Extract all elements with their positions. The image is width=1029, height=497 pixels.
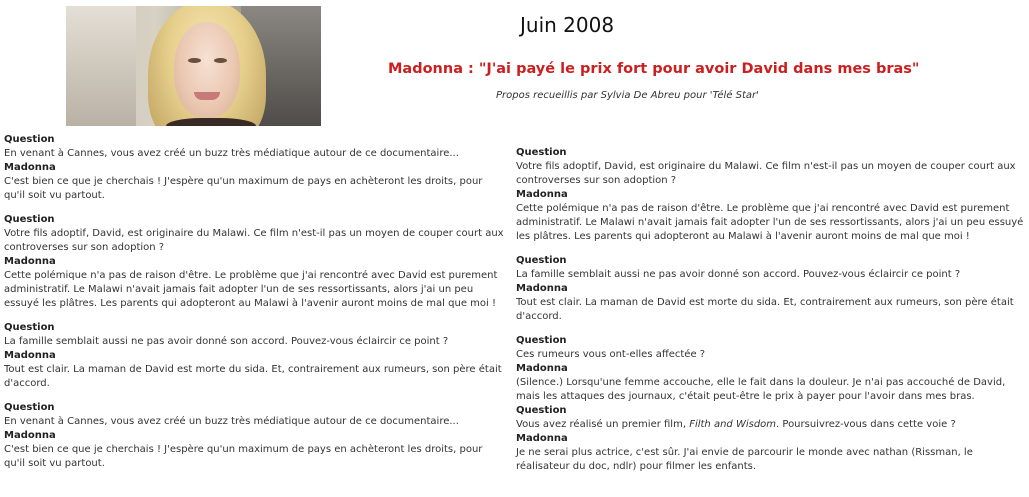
qa-block — [516, 362, 1024, 404]
qa-block — [516, 146, 1024, 188]
madonna-photo — [66, 6, 321, 126]
interview-left-column — [4, 133, 504, 471]
qa-block — [516, 404, 1024, 432]
speaker-label: Question — [516, 147, 567, 158]
qa-block — [516, 334, 1024, 362]
qa-block — [516, 432, 1024, 474]
speaker-label: Madonna — [4, 430, 56, 441]
qa-block — [4, 429, 504, 471]
answer-text: Cette polémique n'a pas de raison d'être. Le problème que j'ai rencontré avec David est purement administratif. Le Malawi n'avait jamais fait adopter l'un de ses ressortissants, alors j'ai un peu essuyé les plâtres. Les parents qui adopteront au Malawi à l'avenir auront moins de mal que moi ! — [4, 270, 498, 309]
speaker-label: Question — [4, 402, 55, 413]
qa-block — [4, 349, 504, 391]
film-title: Filth and Wisdom — [689, 419, 777, 430]
question-text: En venant à Cannes, vous avez créé un buzz très médiatique autour de ce documentaire... — [4, 148, 459, 159]
question-text — [516, 418, 1024, 432]
speaker-label: Madonna — [4, 256, 56, 267]
qa-block — [516, 282, 1024, 324]
question-text: Votre fils adoptif, David, est originaire du Malawi. Ce film n'est-il pas un moyen de couper court aux controverses sur son adoption ? — [516, 161, 1016, 186]
question-text: Votre fils adoptif, David, est originaire du Malawi. Ce film n'est-il pas un moyen de couper court aux controverses sur son adoption ? — [4, 228, 504, 253]
qa-block — [4, 213, 504, 255]
answer-text: C'est bien ce que je cherchais ! J'espère qu'un maximum de pays en achèteront les droits, pour qu'il soit vu partout. — [4, 176, 483, 201]
article-headline: Madonna : "J'ai payé le prix fort pour avoir David dans mes bras" — [388, 61, 920, 77]
article-byline: Propos recueillis par Sylvia De Abreu pour 'Télé Star' — [496, 90, 759, 101]
qa-block — [4, 401, 504, 429]
speaker-label: Madonna — [4, 350, 56, 361]
speaker-label: Madonna — [516, 363, 568, 374]
speaker-label: Question — [4, 322, 55, 333]
speaker-label: Question — [4, 134, 55, 145]
article-date: Juin 2008 — [520, 13, 615, 37]
answer-text: (Silence.) Lorsqu'une femme accouche, elle le fait dans la douleur. Je n'ai pas accouché de David, mais les attaques des journaux, c'était peut-être le prix à payer pour l'avoir dans mes bras. — [516, 377, 1006, 402]
qa-block — [4, 133, 504, 161]
qa-block — [516, 254, 1024, 282]
answer-text: Je ne serai plus actrice, c'est sûr. J'ai envie de parcourir le monde avec nathan (Rissman, le réalisateur du doc, ndlr) pour filmer les enfants. — [516, 447, 973, 472]
qa-block — [4, 161, 504, 203]
qa-block — [4, 321, 504, 349]
answer-text: Cette polémique n'a pas de raison d'être. Le problème que j'ai rencontré avec David est purement administratif. Le Malawi n'avait jamais fait adopter l'un de ses ressortissants, alors j'ai un peu essuyé les plâtres. Les parents qui adopteront au Malawi à l'avenir auront moins de mal que moi ! — [516, 203, 1024, 242]
question-text-end: . Poursuivrez-vous dans cette voie ? — [776, 419, 956, 430]
qa-block — [4, 255, 504, 311]
speaker-label: Madonna — [4, 162, 56, 173]
speaker-label: Madonna — [516, 433, 568, 444]
speaker-label: Question — [516, 405, 567, 416]
qa-block — [516, 188, 1024, 244]
speaker-label: Madonna — [516, 189, 568, 200]
answer-text: Tout est clair. La maman de David est morte du sida. Et, contrairement aux rumeurs, son père était d'accord. — [516, 297, 1014, 322]
speaker-label: Question — [516, 335, 567, 346]
speaker-label: Madonna — [516, 283, 568, 294]
interview-right-column — [516, 146, 1024, 474]
answer-text: C'est bien ce que je cherchais ! J'espère qu'un maximum de pays en achèteront les droits, pour qu'il soit vu partout. — [4, 444, 483, 469]
question-text: La famille semblait aussi ne pas avoir donné son accord. Pouvez-vous éclaircir ce point ? — [4, 336, 449, 347]
speaker-label: Question — [4, 214, 55, 225]
question-text: Ces rumeurs vous ont-elles affectée ? — [516, 349, 706, 360]
speaker-label: Question — [516, 255, 567, 266]
question-text: En venant à Cannes, vous avez créé un buzz très médiatique autour de ce documentaire... — [4, 416, 459, 427]
answer-text: Tout est clair. La maman de David est morte du sida. Et, contrairement aux rumeurs, son père était d'accord. — [4, 364, 502, 389]
question-text: La famille semblait aussi ne pas avoir donné son accord. Pouvez-vous éclaircir ce point ? — [516, 269, 961, 280]
question-text-start: Vous avez réalisé un premier film, — [516, 419, 690, 430]
